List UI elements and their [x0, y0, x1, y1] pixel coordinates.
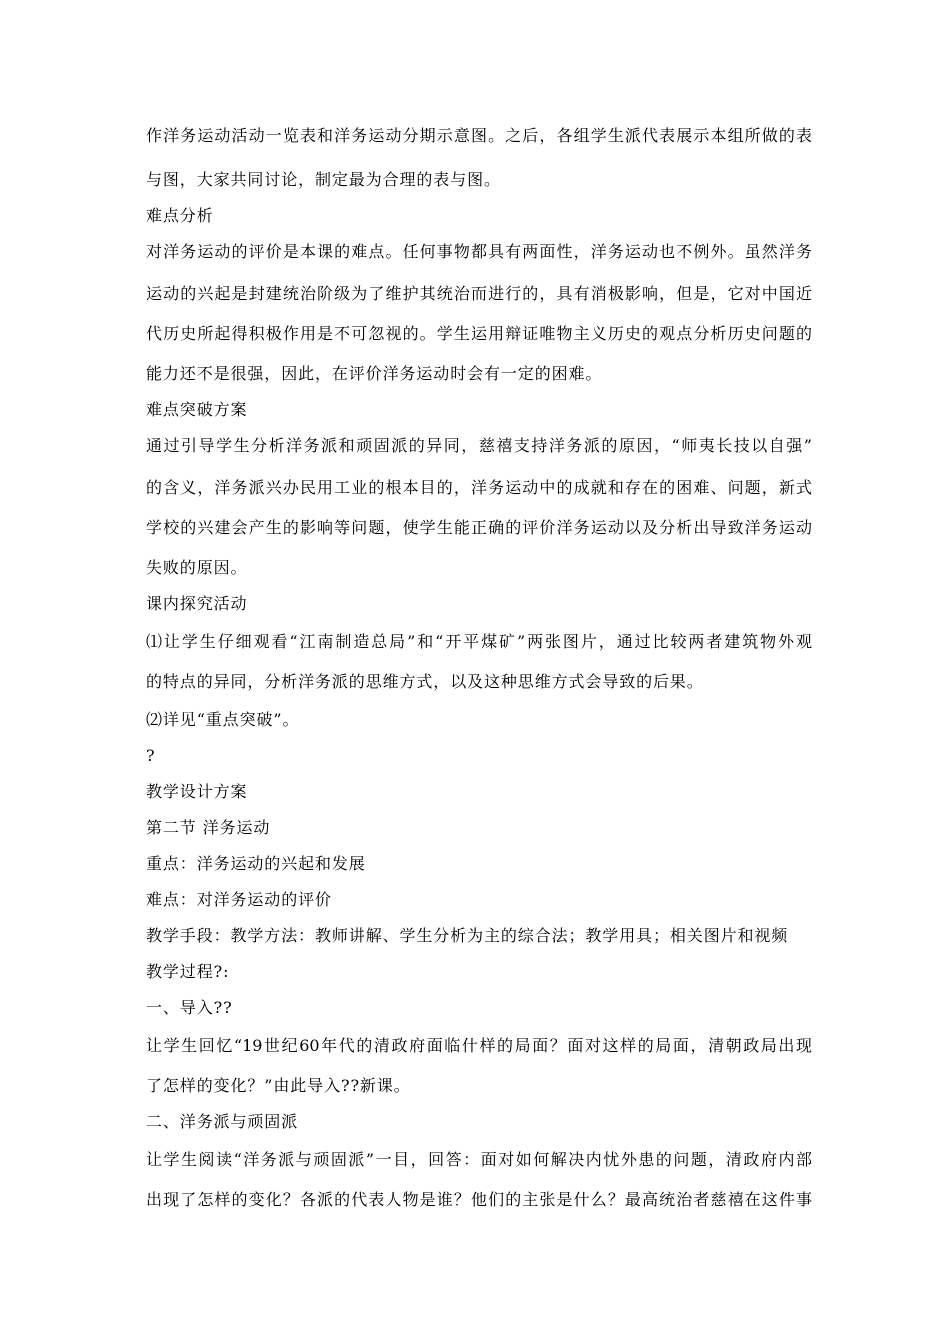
paragraph-line: 的含义，洋务派兴办民用工业的根本目的，洋务运动中的成就和存在的困难、问题，新式	[146, 478, 812, 497]
paragraph-line: 通过引导学生分析洋务派和顽固派的异同，慈禧支持洋务派的原因，“师夷长技以自强”	[146, 436, 812, 455]
paragraph-line: ⑵详见“重点突破”。	[146, 710, 300, 729]
paragraph-line: 代历史所起得积极作用是不可忽视的。学生运用辩证唯物主义历史的观点分析历史问题的	[146, 324, 812, 343]
section-heading: 难点突破方案	[146, 400, 248, 419]
paragraph-line: 难点：对洋务运动的评价	[146, 890, 332, 909]
paragraph-line: 运动的兴起是封建统治阶级为了维护其统治而进行的，具有消极影响，但是，它对中国近	[146, 284, 812, 303]
paragraph-line: 作洋务运动活动一览表和洋务运动分期示意图。之后，各组学生派代表展示本组所做的表	[146, 126, 812, 145]
section-heading: 课内探究活动	[146, 594, 248, 613]
paragraph-line: 失败的原因。	[146, 558, 248, 577]
paragraph-line: 能力还不是很强，因此，在评价洋务运动时会有一定的困难。	[146, 364, 603, 383]
section-heading: 二、洋务派与顽固派	[146, 1112, 299, 1131]
section-heading: 第二节 洋务运动	[146, 818, 271, 837]
paragraph-line: ?	[146, 746, 156, 765]
paragraph-line: ⑴让学生仔细观看“江南制造总局”和“开平煤矿”两张图片，通过比较两者建筑物外观	[146, 632, 812, 651]
section-heading: 难点分析	[146, 206, 214, 225]
paragraph-line: 重点：洋务运动的兴起和发展	[146, 854, 366, 873]
section-heading: 教学设计方案	[146, 782, 248, 801]
paragraph-line: 的特点的异同，分析洋务派的思维方式，以及这种思维方式会导致的后果。	[146, 672, 704, 691]
paragraph-line: 让学生阅读“洋务派与顽固派”一目，回答：面对如何解决内忧外患的问题，清政府内部	[146, 1150, 812, 1169]
paragraph-line: 学校的兴建会产生的影响等问题，使学生能正确的评价洋务运动以及分析出导致洋务运动	[146, 518, 812, 537]
paragraph-line: 与图，大家共同讨论，制定最为合理的表与图。	[146, 170, 501, 189]
paragraph-line: 教学过程?:	[146, 962, 230, 981]
paragraph-line: 让学生回忆“19世纪60年代的清政府面临什样的局面？面对这样的局面，清朝政局出现	[146, 1036, 812, 1055]
section-heading: 一、导入??	[146, 998, 233, 1017]
paragraph-line: 教学手段：教学方法：教师讲解、学生分析为主的综合法；教学用具；相关图片和视频	[146, 926, 789, 945]
paragraph-line: 出现了怎样的变化？各派的代表人物是谁？他们的主张是什么？最高统治者慈禧在这件事	[146, 1190, 812, 1209]
paragraph-line: 对洋务运动的评价是本课的难点。任何事物都具有两面性，洋务运动也不例外。虽然洋务	[146, 242, 812, 261]
paragraph-line: 了怎样的变化？”由此导入??新课。	[146, 1076, 411, 1095]
